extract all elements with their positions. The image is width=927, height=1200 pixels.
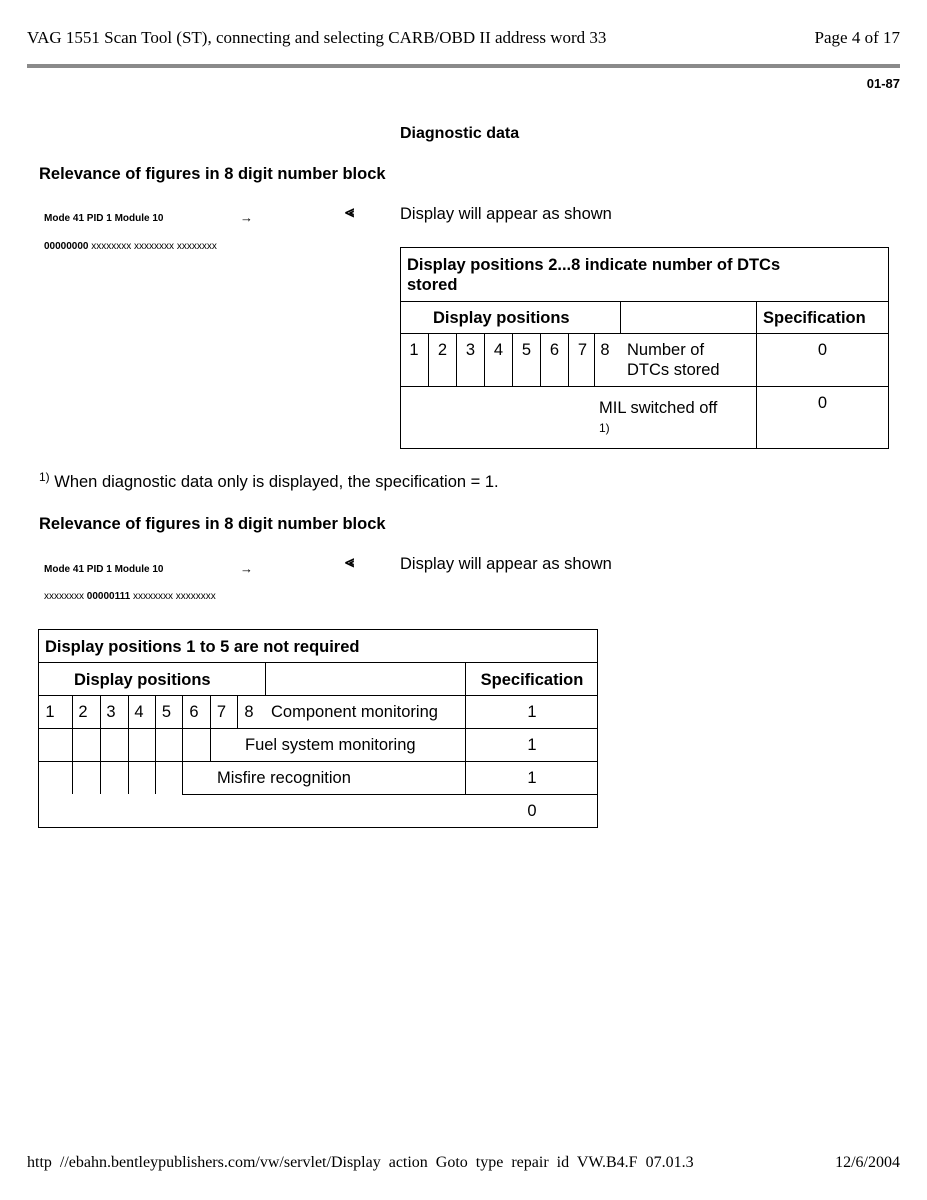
block1-lcd-bold: 00000000	[44, 241, 89, 252]
table1-pos-7: 7	[577, 341, 588, 359]
table1-header-spec: Specification	[763, 309, 866, 327]
table2-row2-spec: 1	[527, 736, 537, 754]
table1-row1-spec: 0	[817, 341, 828, 359]
table2-pos-2: 2	[78, 703, 88, 721]
header-divider	[27, 64, 900, 68]
footnote-text: When diagnostic data only is displayed, the specification = 1.	[49, 473, 499, 491]
table1-row1-label-line1: Number of	[627, 341, 705, 359]
table2-header-spec: Specification	[480, 671, 584, 689]
block2-mode-line: Mode 41 PID 1 Module 10	[44, 564, 164, 575]
block2-right-arrow-icon: →	[240, 561, 253, 576]
table1-row2-spec: 0	[817, 394, 828, 412]
block1-mode-line: Mode 41 PID 1 Module 10	[44, 213, 164, 224]
table2-pos-7: 7	[216, 703, 227, 721]
table2-pos-8: 8	[244, 703, 254, 721]
table1-pos-6: 6	[549, 341, 560, 359]
block1-lcd-rest: xxxxxxxx xxxxxxxx xxxxxxxx	[88, 241, 217, 252]
table2-caption: Display positions 1 to 5 are not required	[45, 638, 360, 656]
block1-lcd-readout	[44, 241, 217, 252]
table2-row3-spec: 1	[527, 769, 537, 787]
table1-pos-2: 2	[437, 341, 448, 359]
table1-pos-1: 1	[409, 341, 419, 359]
block2-table	[38, 629, 598, 828]
footer-date: 12/6/2004	[835, 1154, 900, 1171]
footer-url: http //ebahn.bentleypublishers.com/vw/servlet/Display action Goto type repair id VW.B4.F 07.01.3	[27, 1154, 694, 1171]
table2-row3-label: Misfire recognition	[217, 769, 351, 787]
block2-return-icon: ⪡	[345, 554, 355, 571]
block1-return-icon: ⪡	[345, 204, 355, 221]
block1-right-arrow-icon: →	[240, 210, 253, 225]
table1-caption-line2: stored	[407, 276, 458, 294]
table1-header-positions: Display positions	[433, 309, 570, 327]
document-number: 01-87	[866, 76, 900, 91]
footnote	[39, 470, 499, 492]
block2-heading: Relevance of figures in 8 digit number block	[39, 515, 386, 533]
block1-table	[400, 247, 889, 449]
footnote-marker: 1)	[39, 470, 50, 484]
table2-pos-6: 6	[189, 703, 199, 721]
table1-caption-line1: Display positions 2...8 indicate number of DTCs	[407, 256, 781, 274]
table1-row2-footnote: 1)	[599, 421, 610, 435]
table2-header-positions: Display positions	[74, 671, 211, 689]
table2-row1-spec: 1	[527, 703, 537, 721]
table2-pos-1: 1	[45, 703, 55, 721]
block2-lcd-readout	[44, 591, 216, 602]
table1-row2-label: MIL switched off	[599, 399, 718, 417]
table1-pos-8: 8	[600, 341, 610, 359]
block1-heading: Relevance of figures in 8 digit number block	[39, 165, 386, 183]
block2-lcd-bold: 00000111	[86, 591, 131, 602]
table1-pos-3: 3	[465, 341, 476, 359]
table2-row4-spec: 0	[527, 802, 537, 820]
table2-row2-label: Fuel system monitoring	[245, 736, 416, 754]
block2-lcd-rest: xxxxxxxx xxxxxxxx	[130, 591, 216, 602]
table1-pos-5: 5	[521, 341, 532, 359]
page-header-title: VAG 1551 Scan Tool (ST), connecting and selecting CARB/OBD II address word 33	[27, 28, 607, 47]
section-title: Diagnostic data	[400, 125, 520, 142]
table2-pos-5: 5	[161, 703, 172, 721]
table1-row1-label-line2: DTCs stored	[627, 361, 720, 379]
table2-pos-4: 4	[134, 703, 144, 721]
table2-pos-3: 3	[106, 703, 116, 721]
page-number: Page 4 of 17	[814, 28, 900, 47]
block1-display-text: Display will appear as shown	[400, 205, 612, 223]
table1-pos-4: 4	[493, 341, 504, 359]
table2-row1-label: Component monitoring	[271, 703, 438, 721]
block2-lcd-pre: xxxxxxxx	[44, 591, 87, 602]
block2-display-text: Display will appear as shown	[400, 555, 612, 573]
